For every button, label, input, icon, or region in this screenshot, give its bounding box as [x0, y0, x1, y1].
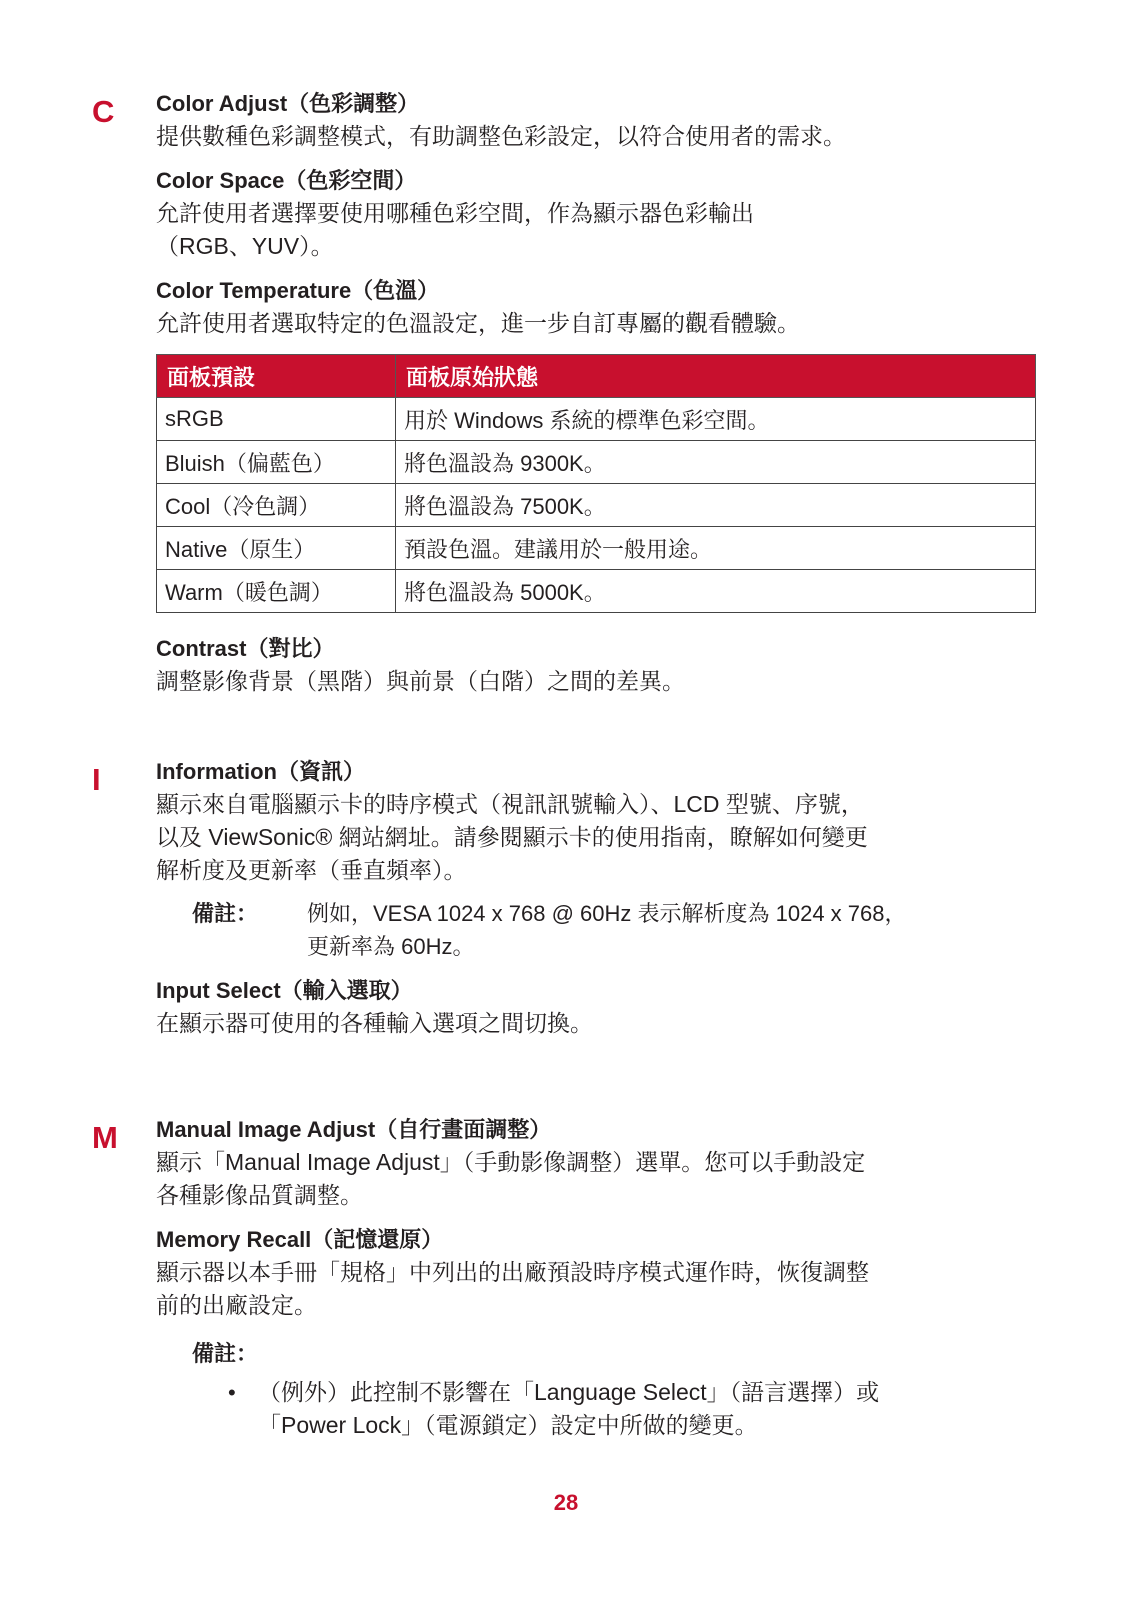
table-cell-preset: sRGB [157, 398, 396, 441]
information-heading: Information（資訊） [156, 759, 365, 784]
table-cell-description: 將色溫設為 9300K。 [396, 441, 1036, 484]
table-row [157, 570, 1036, 613]
information-note [192, 897, 1036, 963]
section-c [156, 88, 1036, 698]
color-space-heading: Color Space（色彩空間） [156, 168, 417, 193]
color-space-text-1: 允許使用者選擇要使用哪種色彩空間，作為顯示器色彩輸出 [156, 200, 754, 226]
manual-image-adjust-heading: Manual Image Adjust（自行畫面調整） [156, 1117, 552, 1142]
color-adjust-heading: Color Adjust（色彩調整） [156, 91, 420, 116]
bullet-text-2: 「Power Lock」（電源鎖定）設定中所做的變更。 [258, 1412, 758, 1438]
table-cell-preset: Warm（暖色調） [157, 570, 396, 613]
table-cell-preset: Native（原生） [157, 527, 396, 570]
note-text-1: 例如，VESA 1024 x 768 @ 60Hz 表示解析度為 1024 x 768， [307, 901, 907, 926]
note-label: 備註： [192, 901, 259, 926]
input-select-text: 在顯示器可使用的各種輸入選項之間切換。 [156, 1010, 593, 1036]
table-cell-description: 用於 Windows 系統的標準色彩空間。 [396, 398, 1036, 441]
table-row [157, 527, 1036, 570]
section-m [156, 1114, 1036, 1442]
memory-recall-text-1: 顯示器以本手冊「規格」中列出的出廠預設時序模式運作時，恢復調整 [156, 1259, 869, 1285]
color-space-text-2: （RGB、YUV）。 [156, 233, 334, 259]
color-temperature-text: 允許使用者選取特定的色溫設定，進一步自訂專屬的觀看體驗。 [156, 310, 800, 336]
bullet-text-1: （例外）此控制不影響在「Language Select」（語言選擇）或 [258, 1379, 880, 1405]
section-letter-c: C [92, 94, 115, 129]
section-letter-m: M [92, 1120, 118, 1155]
information-text-2: 以及 ViewSonic® 網站網址。請參閱顯示卡的使用指南，瞭解如何變更 [156, 824, 868, 850]
table-row [157, 398, 1036, 441]
color-temperature-heading: Color Temperature（色溫） [156, 278, 440, 303]
input-select-heading: Input Select（輸入選取） [156, 978, 413, 1003]
section-letter-i: I [92, 762, 101, 797]
section-i [156, 756, 1036, 1040]
table-cell-description: 將色溫設為 7500K。 [396, 484, 1036, 527]
information-text-1: 顯示來自電腦顯示卡的時序模式（視訊訊號輸入）、LCD 型號、序號， [156, 791, 864, 817]
contrast-text: 調整影像背景（黑階）與前景（白階）之間的差異。 [156, 668, 685, 694]
memory-recall-text-2: 前的出廠設定。 [156, 1292, 317, 1318]
manual-image-adjust-text-2: 各種影像品質調整。 [156, 1182, 363, 1208]
table-row [157, 484, 1036, 527]
table-header-row [157, 355, 1036, 398]
memory-recall-heading: Memory Recall（記憶還原） [156, 1227, 444, 1252]
note-text-2: 更新率為 60Hz。 [307, 934, 475, 959]
table-cell-preset: Cool（冷色調） [157, 484, 396, 527]
table-cell-description: 預設色溫。建議用於一般用途。 [396, 527, 1036, 570]
manual-image-adjust-text-1: 顯示「Manual Image Adjust」（手動影像調整）選單。您可以手動設定 [156, 1149, 866, 1175]
contrast-heading: Contrast（對比） [156, 636, 335, 661]
color-adjust-text: 提供數種色彩調整模式，有助調整色彩設定，以符合使用者的需求。 [156, 123, 846, 149]
table-cell-preset: Bluish（偏藍色） [157, 441, 396, 484]
page-number: 28 [553, 1490, 579, 1515]
table-row [157, 441, 1036, 484]
information-text-3: 解析度及更新率（垂直頻率）。 [156, 857, 467, 883]
color-temperature-table [156, 354, 1036, 613]
bullet-icon: • [228, 1380, 236, 1405]
memory-note-label: 備註： [192, 1341, 259, 1366]
memory-note-bullet [228, 1376, 1036, 1442]
table-header-native: 面板原始狀態 [396, 355, 1036, 398]
table-cell-description: 將色溫設為 5000K。 [396, 570, 1036, 613]
table-header-preset: 面板預設 [157, 355, 396, 398]
